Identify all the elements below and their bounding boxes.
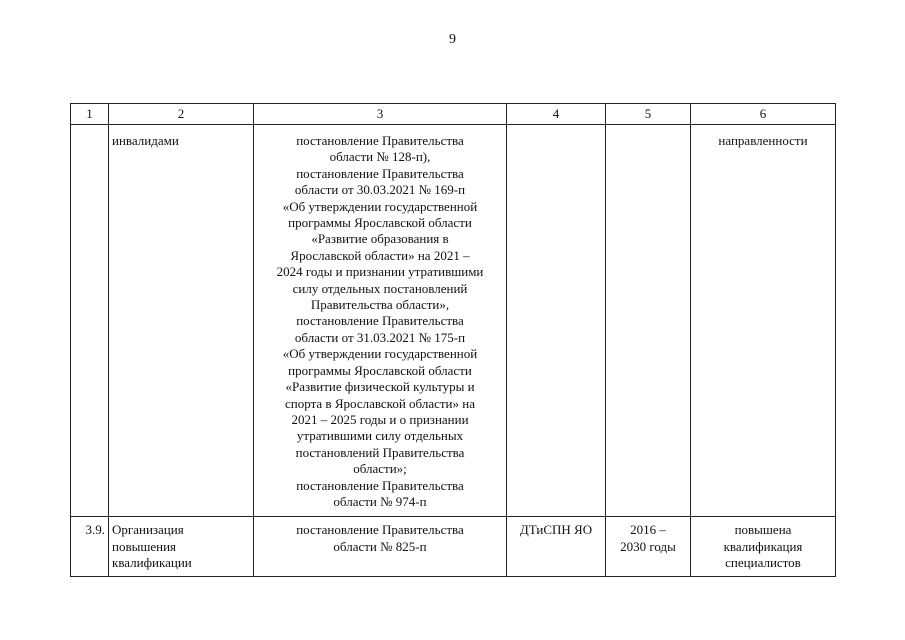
cell-text-line: постановлений Правительства bbox=[295, 444, 465, 460]
cell-text-line: Ярославской области» на 2021 – bbox=[290, 247, 470, 263]
cell-executor bbox=[507, 125, 606, 517]
cell-text-line: специалистов bbox=[725, 555, 801, 571]
cell-text-line: Правительства области», bbox=[310, 297, 450, 313]
cell-text-line: 2024 годы и признании утратившими bbox=[276, 264, 484, 280]
cell-text-line: программы Ярославской области bbox=[288, 362, 472, 378]
cell-text-line: ДТиСПН ЯО bbox=[519, 522, 593, 538]
cell-text-line: «Об утверждении государственной bbox=[282, 346, 478, 362]
cell-activity bbox=[109, 125, 254, 517]
cell-text-line: инвалидами bbox=[112, 133, 179, 148]
cell-period bbox=[606, 517, 691, 576]
cell-text-line: повышена bbox=[734, 522, 792, 538]
cell-text-line: постановление Правительства bbox=[296, 477, 464, 493]
cell-text-line: спорта в Ярославской области» на bbox=[285, 395, 475, 411]
cell-text-line: Организация bbox=[112, 522, 184, 538]
page-number: 9 bbox=[449, 32, 456, 47]
cell-legal-basis bbox=[254, 125, 507, 517]
header-cell-2: 2 bbox=[109, 104, 254, 125]
cell-text-line: области от 30.03.2021 № 169-п bbox=[294, 182, 466, 198]
cell-text-line: программы Ярославской области bbox=[288, 215, 472, 231]
cell-executor bbox=[507, 517, 606, 576]
cell-text-line: области № 974-п bbox=[333, 493, 427, 509]
cell-text-line: 2021 – 2025 годы и о признании bbox=[291, 411, 469, 427]
cell-text-line: области от 31.03.2021 № 175-п bbox=[294, 329, 466, 345]
header-cell-3: 3 bbox=[254, 104, 507, 125]
cell-text-line: направленности bbox=[718, 133, 808, 148]
cell-activity bbox=[109, 517, 254, 576]
cell-result bbox=[691, 125, 836, 517]
cell-text-line: «Развитие образования в bbox=[311, 231, 449, 247]
cell-text-line: постановление Правительства bbox=[296, 133, 464, 148]
cell-legal-basis bbox=[254, 517, 507, 576]
cell-text-line: квалификация bbox=[723, 538, 803, 554]
header-cell-6: 6 bbox=[691, 104, 836, 125]
cell-text-line: «Развитие физической культуры и bbox=[285, 379, 475, 395]
cell-text-line: постановление Правительства bbox=[296, 165, 464, 181]
cell-period bbox=[606, 125, 691, 517]
cell-text-line: постановление Правительства bbox=[296, 522, 464, 538]
cell-text-line: 2030 годы bbox=[620, 538, 676, 554]
cell-number bbox=[71, 125, 109, 517]
cell-text-line: «Об утверждении государственной bbox=[282, 198, 478, 214]
cell-text-line: утратившими силу отдельных bbox=[296, 428, 464, 444]
cell-text-line: 2016 – bbox=[630, 522, 666, 538]
cell-text-line: области № 825-п bbox=[333, 538, 427, 554]
table-header-row bbox=[71, 104, 836, 125]
cell-text-line: силу отдельных постановлений bbox=[292, 280, 468, 296]
header-cell-1: 1 bbox=[71, 104, 109, 125]
cell-number: 3.9. bbox=[71, 517, 109, 576]
cell-text-line: области № 128-п), bbox=[329, 149, 431, 165]
header-cell-5: 5 bbox=[606, 104, 691, 125]
cell-text-line: повышения bbox=[112, 538, 177, 554]
cell-text-line: квалификации bbox=[112, 555, 192, 571]
document-table bbox=[70, 103, 836, 577]
cell-text-line: постановление Правительства bbox=[296, 313, 464, 329]
table-row bbox=[71, 517, 836, 576]
table-row bbox=[71, 125, 836, 517]
cell-text-line: области»; bbox=[353, 461, 407, 477]
header-cell-4: 4 bbox=[507, 104, 606, 125]
cell-result bbox=[691, 517, 836, 576]
